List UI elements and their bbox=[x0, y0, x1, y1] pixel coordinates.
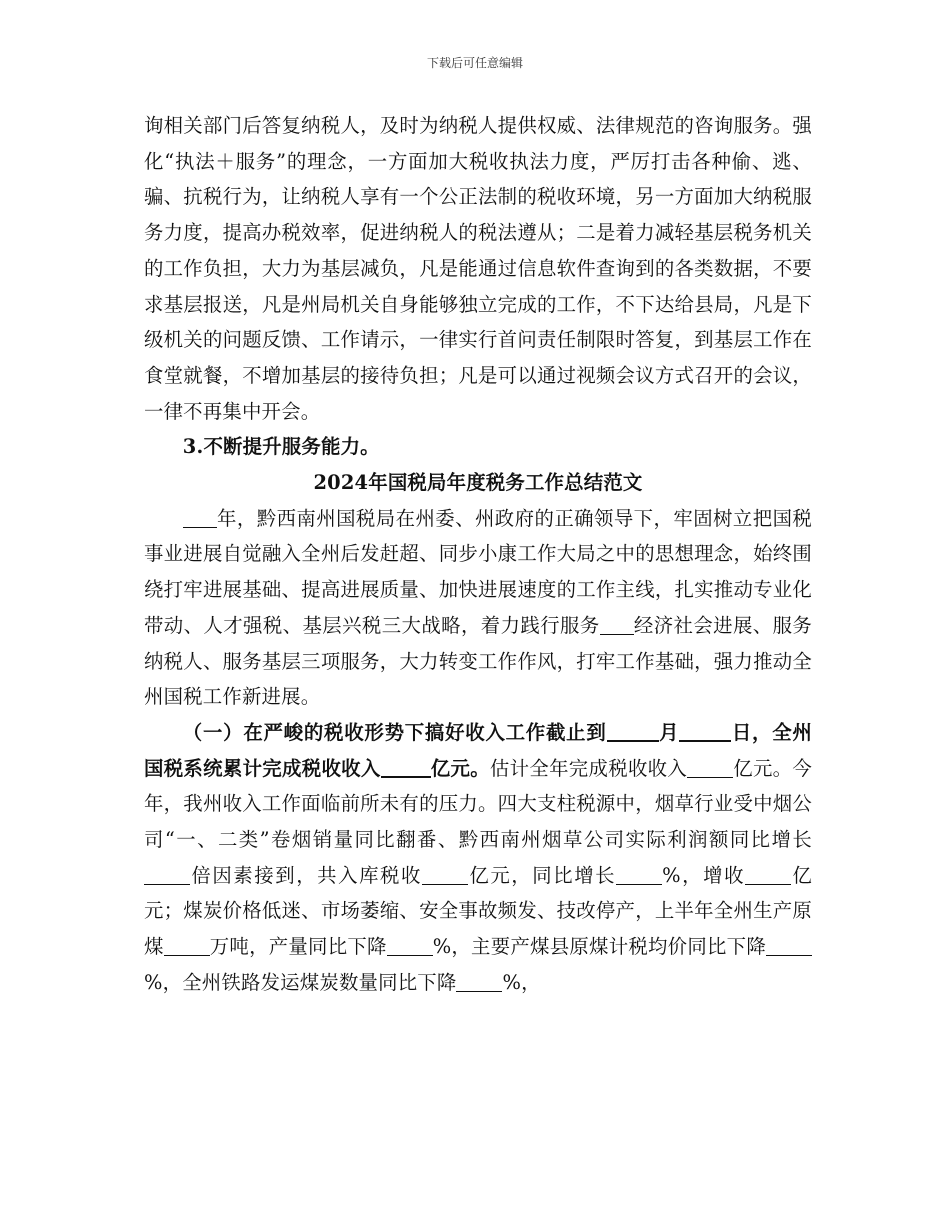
blank-output-decline bbox=[387, 936, 433, 956]
revenue-text-6: 亿元；煤炭价格低迷、市场萎缩、安全事故频发、技改停产，上半年全州生产原煤 bbox=[144, 863, 813, 959]
blank-tobacco-tax bbox=[422, 864, 468, 884]
revenue-text-9: %，全州铁路发运煤炭数量同比下降 bbox=[144, 970, 457, 994]
document-title: 2024年国税局年度税务工作总结范文 bbox=[313, 471, 643, 495]
blank-month bbox=[607, 721, 659, 742]
blank-year bbox=[183, 507, 217, 527]
blank-rail-decline bbox=[456, 971, 502, 991]
blank-fill bbox=[600, 614, 634, 634]
revenue-text-4: 亿元，同比增长 bbox=[468, 863, 617, 887]
revenue-heading-part1: （一）在严峻的税收形势下搞好收入工作截止到 bbox=[182, 720, 607, 744]
paragraph-intro bbox=[144, 501, 812, 715]
blank-amount bbox=[381, 756, 431, 777]
blank-day bbox=[679, 721, 731, 742]
revenue-text-5: %，增收 bbox=[662, 863, 746, 887]
intro-text: 年，黔西南州国税局在州委、州政府的正确领导下，牢固树立把国税事业进展自觉融入全州后发赶超、同步小康工作大局之中的思想理念，始终围绕打牢进展基础、提高进展质量、加快进展速度的工作主线，扎实推动专业化带动、人才强税、基层兴税三大战略，着力践行服务 bbox=[144, 506, 812, 637]
revenue-text-8: %，主要产煤县原煤计税均价同比下降 bbox=[432, 935, 766, 959]
page-header: 下载后可任意编辑 bbox=[426, 56, 523, 70]
revenue-text-7: 万吨，产量同比下降 bbox=[209, 935, 387, 959]
blank-estimate bbox=[687, 757, 733, 777]
document-body bbox=[144, 108, 812, 1001]
revenue-text-10: %， bbox=[502, 970, 541, 994]
paragraph-revenue bbox=[144, 715, 812, 1001]
revenue-heading-month: 月 bbox=[658, 720, 680, 744]
blank-increase bbox=[745, 864, 791, 884]
intro-text-continued: 经济社会进展、服务纳税人、服务基层三项服务，大力转变工作作风，打牢工作基础，强力推动全州国税工作新进展。 bbox=[144, 613, 812, 709]
paragraph-service-measures: 询相关部门后答复纳税人，及时为纳税人提供权威、法律规范的咨询服务。强化“执法＋服务”的理念，一方面加大税收执法力度，严厉打击各种偷、逃、骗、抗税行为，让纳税人享有一个公正法制的税收环境，另一方面加大纳税服务力度，提高办税效率，促进纳税人的税法遵从；二是着力减轻基层税务机关的工作负担，大力为基层减负，凡是能通过信息软件查询到的各类数据，不要求基层报送，凡是州局机关自身能够独立完成的工作，不下达给县局，凡是下级机关的问题反馈、工作请示，一律实行首问责任制限时答复，到基层工作在食堂就餐，不增加基层的接待负担；凡是可以通过视频会议方式召开的会议，一律不再集中开会。 bbox=[144, 114, 812, 423]
blank-growth-rate bbox=[616, 864, 662, 884]
blank-price-decline bbox=[766, 936, 812, 956]
section-heading: 3.不断提升服务能力。 bbox=[182, 435, 380, 459]
revenue-text-1: 估计全年完成税收收入 bbox=[489, 756, 688, 780]
revenue-heading-part2: 日，全州国税系统累计完成税收收入 bbox=[144, 720, 812, 780]
revenue-text-3: 倍因素接到，共入库税收 bbox=[190, 863, 422, 887]
blank-coal-output bbox=[164, 936, 210, 956]
revenue-text-2: 亿元。今年，我州收入工作面临前所未有的压力。四大支柱税源中，烟草行业受中烟公司“一、二类”卷烟销量同比翻番、黔西南州烟草公司实际利润额同比增长 bbox=[144, 756, 812, 852]
blank-multiple bbox=[144, 864, 190, 884]
revenue-heading-unit: 亿元。 bbox=[430, 756, 490, 780]
